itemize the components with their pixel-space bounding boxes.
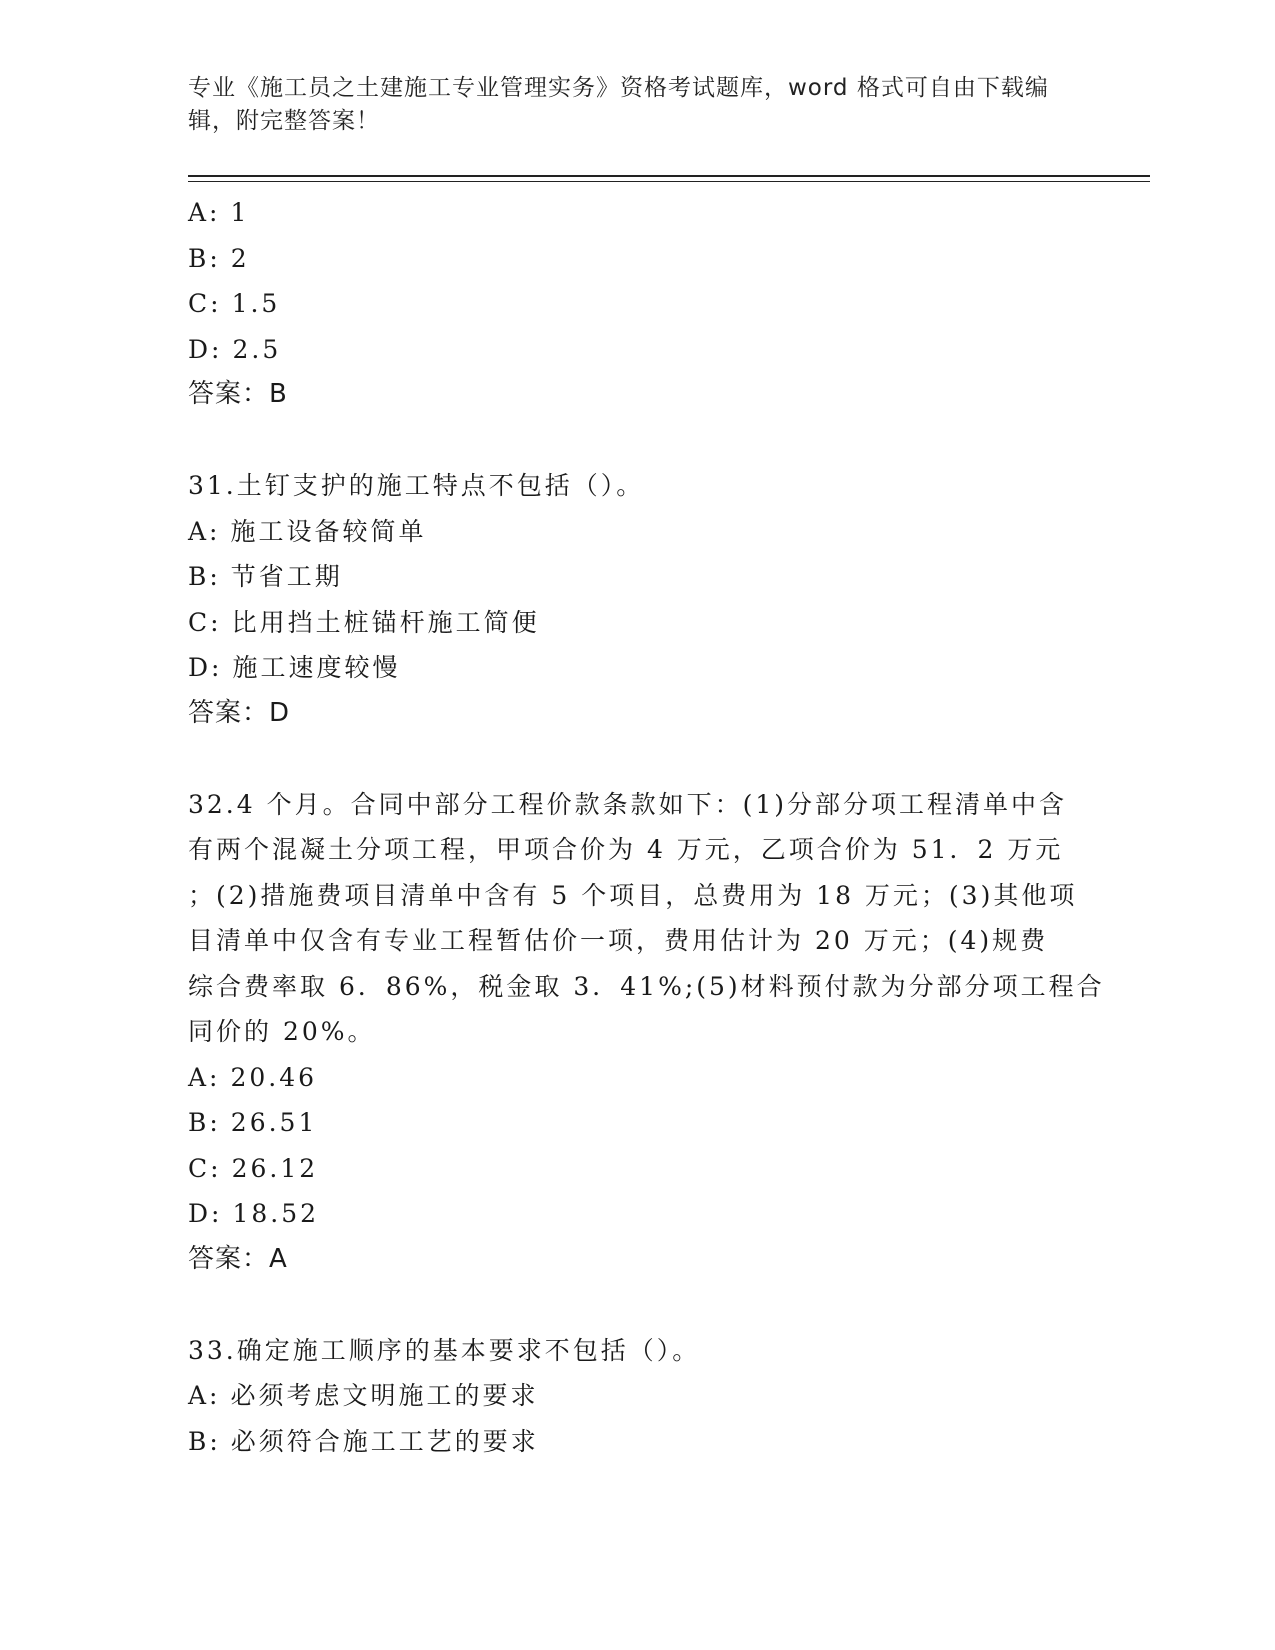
question-stem-line: 同价的 20%。 [188,1017,376,1046]
option-a: A: 1 [188,198,250,227]
option-d: D: 施工速度较慢 [188,653,401,682]
option-c: C: 比用挡土桩锚杆施工简便 [188,607,540,637]
option-b: B: 节省工期 [188,562,343,591]
option-c: C: 26.12 [188,1153,319,1183]
document-body [188,190,1105,1464]
question-stem-line: 目清单中仅含有专业工程暂估价一项，费用估计为 20 万元；(4)规费 [188,926,1049,955]
answer-line: 答案：A [188,1243,288,1274]
question-30 [188,190,1088,418]
answer-line: 答案：B [188,379,288,409]
option-a: A: 20.46 [188,1062,318,1092]
question-32 [188,782,1105,1283]
header-line-1: 专业《施工员之土建施工专业管理实务》资格考试题库，word 格式可自由下载编 [188,75,1049,101]
option-a: A: 施工设备较简单 [188,516,427,546]
option-d: D: 2.5 [188,334,282,364]
question-stem: 31.土钉支护的施工特点不包括（）。 [188,471,645,500]
option-b: B: 必须符合施工工艺的要求 [188,1426,539,1456]
question-stem-line: 有两个混凝土分项工程，甲项合价为 4 万元，乙项合价为 51．2 万元 [188,835,1064,864]
option-b: B: 26.51 [188,1108,318,1137]
question-stem-line: ；(2)措施费项目清单中含有 5 个项目，总费用为 18 万元；(3)其他项 [188,880,1078,910]
option-b: B: 2 [188,243,250,273]
header-line-2: 辑，附完整答案！ [188,108,380,134]
option-c: C: 1.5 [188,289,281,318]
question-stem: 33.确定施工顺序的基本要求不包括（）。 [188,1335,701,1365]
option-d: D: 18.52 [188,1199,320,1228]
header-divider-thin [188,181,1150,182]
question-stem-line: 综合费率取 6．86%，税金取 3．41%;(5)材料预付款为分部分项工程合 [188,971,1105,1001]
header-divider-thick [188,175,1150,177]
option-a: A: 必须考虑文明施工的要求 [188,1381,539,1410]
question-stem-line: 32.4 个月。合同中部分工程价款条款如下：(1)分部分项工程清单中含 [188,789,1068,819]
question-33 [188,1328,1088,1465]
answer-line: 答案：D [188,697,291,728]
question-31 [188,463,1088,736]
document-header [188,72,1088,138]
